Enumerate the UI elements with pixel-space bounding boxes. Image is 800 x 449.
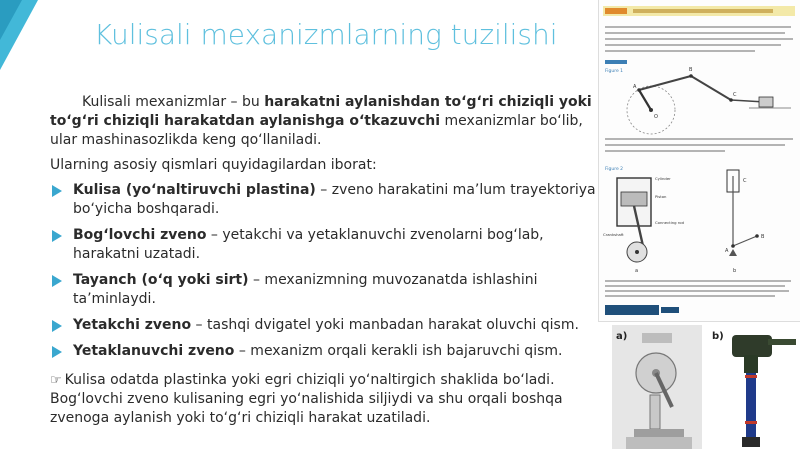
cylinder-label: Cylinder — [655, 176, 671, 181]
slide-body — [50, 93, 602, 428]
part-term: Kulisa (yo‘naltiruvchi plastina) — [73, 182, 316, 198]
joint-label-c-2: C — [743, 178, 747, 184]
intro-tail: mexanizmlar bo‘lib, ular mashinasozlikda keng qo‘llaniladi. — [50, 113, 583, 148]
figure-1-caption: Figure 1 — [605, 69, 624, 74]
part-term: Yetakchi zveno — [73, 317, 192, 333]
part-term: Tayanch (o‘q yoki sirt) — [73, 272, 249, 288]
photo-b-handle — [768, 339, 796, 345]
pivot-label-o: O — [654, 114, 658, 120]
crank-arm — [733, 236, 757, 246]
intro-paragraph — [50, 93, 602, 150]
joint-label-a: A — [633, 84, 637, 90]
joint-a-2 — [731, 244, 735, 248]
parts-list — [50, 181, 602, 361]
crankshaft-label: Crankshaft — [603, 232, 624, 237]
joint-b-2 — [755, 234, 759, 238]
list-item — [50, 181, 602, 219]
part-text: – tashqi dvigatel yoki manbadan harakat oluvchi qism. — [191, 317, 579, 333]
figure-text-line — [605, 280, 791, 282]
note-paragraph — [50, 371, 602, 428]
photo-a-illustration — [612, 325, 702, 449]
part-text: – mexanizm orqali kerakli ish bajaruvchi qism. — [234, 343, 563, 359]
joint-label-b: B — [689, 67, 693, 73]
slider-block — [759, 97, 773, 107]
figure-text-line — [605, 144, 785, 146]
subfigure-b-label: b — [733, 268, 737, 274]
photo-b-ring-bottom — [745, 421, 757, 424]
intro-bold: harakatni aylanishdan to‘g‘ri chiziqli yoki to‘g‘ri chiziqli harakatdan aylanishga o‘tkazuvchi — [50, 94, 592, 129]
pointing-hand-icon: ☞ — [50, 373, 62, 388]
list-item — [50, 226, 602, 264]
connecting-link — [639, 76, 691, 90]
intro-lead: Kulisali mexanizmlar – bu — [82, 94, 265, 110]
connecting-rod-label: Connecting rod — [655, 220, 684, 225]
photo-b-ring-top — [745, 375, 757, 378]
photo-b-base — [742, 437, 760, 447]
photo-a-base — [634, 429, 684, 437]
figure-text-line — [605, 295, 775, 297]
joint-a — [637, 88, 641, 92]
photo-b-device — [708, 325, 800, 449]
list-item — [50, 316, 602, 335]
part-text: – zveno harakatini ma’lum trayektoriya bo‘yicha boshqaradi. — [73, 182, 596, 217]
photo-a-column — [650, 395, 660, 429]
triangle-bullet-icon — [52, 230, 62, 242]
note-text: Kulisa odatda plastinka yoki egri chiziqli yo‘naltirgich shaklida bo‘ladi. Bog‘lovchi zveno kulisaning egri yo‘nalishida siljiydi va shu orqali boshqa zvenoga aylanish yoki to‘g‘ri chiziqli harakat uzatiladi. — [50, 372, 563, 426]
figure-text-line — [605, 285, 785, 287]
list-item — [50, 342, 602, 361]
photo-b-illustration — [708, 325, 800, 449]
part-term: Yetaklanuvchi zveno — [73, 343, 235, 359]
triangle-bullet-icon — [52, 185, 62, 197]
mechanism-diagrams — [599, 0, 800, 321]
photo-a-top-plate — [642, 333, 672, 343]
corner-decoration-top-left-inner — [0, 0, 22, 40]
reference-figure-panel — [598, 0, 800, 322]
photo-a-floor — [626, 437, 692, 449]
crankshaft-center — [635, 250, 639, 254]
piston-block — [621, 192, 647, 206]
photo-b-head — [732, 335, 772, 357]
part-text: – yetakchi va yetaklanuvchi zvenolarni bog‘lab, harakatni uzatadi. — [73, 227, 544, 262]
piston-label: Piston — [655, 194, 667, 199]
photo-b-label: b) — [712, 331, 724, 342]
figure-text-line — [605, 290, 789, 292]
photo-a-mechanism — [612, 325, 702, 449]
part-text: – mexanizmning muvozanatda ishlashini ta’minlaydi. — [73, 272, 538, 307]
figure-text-line — [605, 150, 725, 152]
figure-2-caption: Figure 2 — [605, 167, 624, 172]
triangle-bullet-icon — [52, 320, 62, 332]
part-term: Bog‘lovchi zveno — [73, 227, 207, 243]
subfigure-a-label: a — [635, 268, 639, 274]
list-item — [50, 271, 602, 309]
joint-label-a-2: A — [725, 248, 729, 254]
joint-c — [729, 98, 733, 102]
triangle-bullet-icon — [52, 275, 62, 287]
parts-heading: Ularning asosiy qismlari quyidagilardan iborat: — [50, 157, 377, 173]
photo-b-neck — [744, 355, 758, 373]
slide-title: Kulisali mexanizmlarning tuzilishi — [94, 18, 558, 51]
triangle-bullet-icon — [52, 346, 62, 358]
joint-b — [689, 74, 693, 78]
source-logo-suffix — [661, 307, 679, 313]
figure-text-line — [605, 138, 793, 140]
rocker-link — [691, 76, 731, 100]
ground-support — [729, 249, 737, 256]
crank-link — [639, 90, 651, 110]
photo-a-label: a) — [616, 331, 628, 342]
joint-label-b-2: B — [761, 234, 765, 240]
photo-b-cylinder — [746, 373, 756, 437]
source-logo — [605, 305, 659, 315]
joint-label-c: C — [733, 92, 737, 98]
